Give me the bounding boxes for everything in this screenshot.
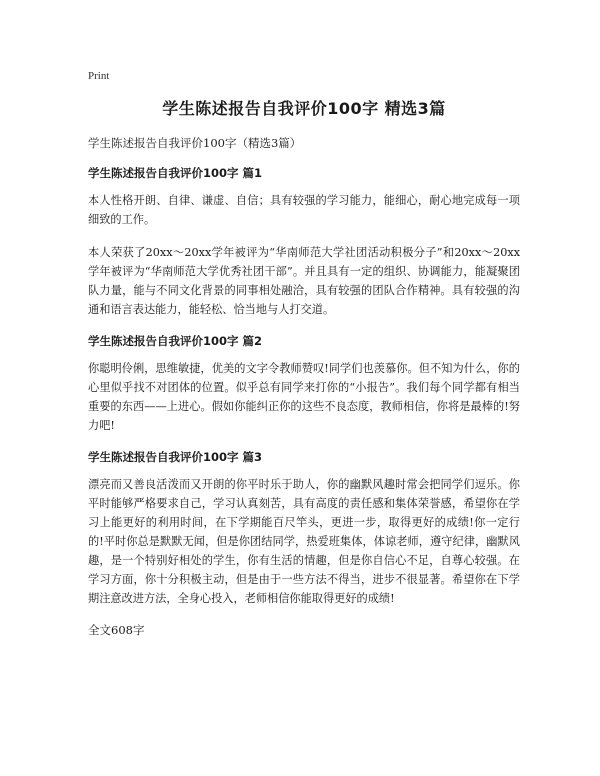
section-paragraph: 你聪明伶俐，思维敏捷，优美的文字令教师赞叹!同学们也羡慕你。但不知为什么，你的心里似乎找不对团体的位置。似乎总有同学来打你的“小报告”。我们每个同学都有相当重要的东西——上进心。假如你能纠正你的这些不良态度，教师相信，你将是最棒的!努力吧! bbox=[88, 362, 520, 432]
section-heading: 学生陈述报告自我评价100字 篇1 bbox=[88, 166, 263, 180]
document-page bbox=[88, 70, 520, 638]
section-3 bbox=[88, 449, 520, 608]
section-paragraph: 本人性格开朗、自律、谦虚、自信；具有较强的学习能力，能细心，耐心地完成每一项细致的工作。 bbox=[88, 194, 520, 226]
section-paragraph: 本人荣获了20xx～20xx学年被评为“华南师范大学社团活动积极分子”和20xx～20xx学年被评为“华南师范大学优秀社团干部”。并且具有一定的组织、协调能力，能凝聚团队力量，能与不同文化背景的同事相处融洽，具有较强的团队合作精神。具有较强的沟通和语言表达能力，能轻松、恰当地与人打交道。 bbox=[88, 246, 520, 316]
section-heading: 学生陈述报告自我评价100字 篇3 bbox=[88, 450, 263, 464]
section-heading: 学生陈述报告自我评价100字 篇2 bbox=[88, 334, 263, 348]
section-1 bbox=[88, 165, 520, 319]
section-2 bbox=[88, 333, 520, 435]
print-label: Print bbox=[88, 70, 110, 82]
section-paragraph: 漂亮而又善良活泼而又开朗的你平时乐于助人，你的幽默风趣时常会把同学们逗乐。你平时能够严格要求自己，学习认真刻苦，具有高度的责任感和集体荣誉感，希望你在学习上能更好的利用时间，在下学期能百尺竿头，更进一步，取得更好的成绩!你一定行的!平时你总是默默无闻，但是你团结同学，热爱班集体，体谅老师，遵守纪律，幽默风趣，是一个特别好相处的学生，你有生活的情趣，但是你自信心不足，自尊心较强。在学习方面，你十分积极主动，但是由于一些方法不得当，进步不很显著。希望你在下学期注意改进方法，全身心投入，老师相信你能取得更好的成绩! bbox=[88, 478, 520, 605]
document-subtitle: 学生陈述报告自我评价100字（精选3篇） bbox=[88, 136, 302, 150]
document-title: 学生陈述报告自我评价100字 精选3篇 bbox=[162, 99, 446, 118]
word-count: 全文608字 bbox=[88, 623, 145, 637]
